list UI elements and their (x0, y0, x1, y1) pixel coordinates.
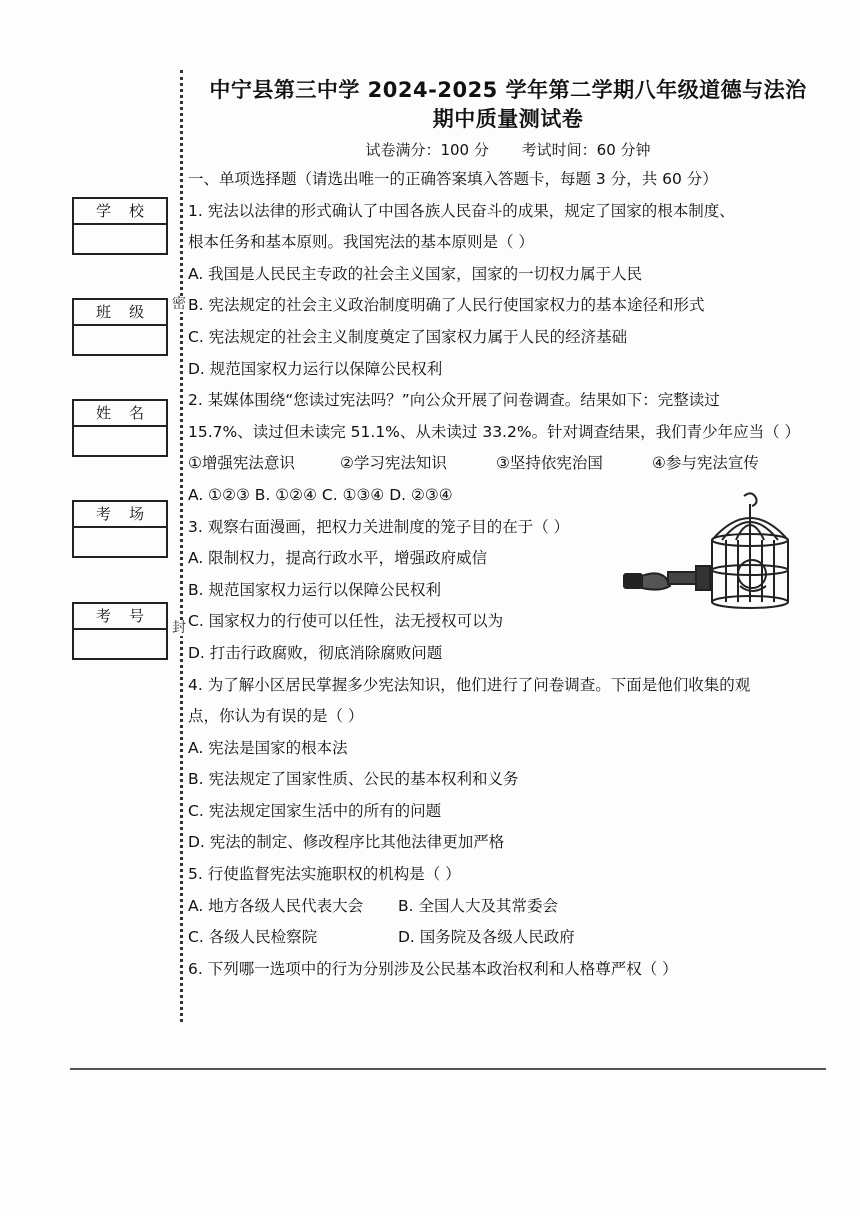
q6-stem: 6. 下列哪一选项中的行为分别涉及公民基本政治权利和人格尊严权（ ） (188, 959, 678, 978)
q2-choices: A. ①②③ B. ①②④ C. ①③④ D. ②③④ (188, 485, 453, 504)
q5-options-row1 (188, 891, 828, 923)
seal-mark: 密 (172, 296, 186, 312)
name-box (72, 399, 168, 457)
q5-stem: 5. 行使监督宪法实施职权的机构是（ ） (188, 865, 461, 884)
q5-option-a: A. 地方各级人民代表大会 (188, 896, 364, 915)
binding-dotted-line (180, 70, 183, 1022)
q1-option-c: C. 宪法规定的社会主义制度奠定了国家权力属于人民的经济基础 (188, 327, 628, 346)
q4-option-d: D. 宪法的制定、修改程序比其他法律更加严格 (188, 833, 505, 852)
q3-option-d: D. 打击行政腐败，彻底消除腐败问题 (188, 643, 443, 662)
room-box (72, 500, 168, 558)
q3-option-c: C. 国家权力的行使可以任性，法无授权可以为 (188, 612, 504, 631)
q5-option-c: C. 各级人民检察院 (188, 928, 318, 947)
q5-options-row2 (188, 922, 828, 954)
exam-title-line1: 中宁县第三中学 2024-2025 学年第二学期八年级道德与法治 (209, 78, 807, 102)
q2-item-3: ③坚持依宪治国 (496, 454, 603, 473)
q4-option-c: C. 宪法规定国家生活中的所有的问题 (188, 801, 442, 820)
q2-item-1: ①增强宪法意识 (188, 454, 295, 473)
q5-option-b: B. 全国人大及其常委会 (398, 896, 558, 915)
exam-title-line2: 期中质量测试卷 (432, 107, 584, 131)
q3-stem: 3. 观察右面漫画，把权力关进制度的笼子目的在于（ ） (188, 517, 570, 536)
q1-option-b: B. 宪法规定的社会主义政治制度明确了人民行使国家权力的基本途径和形式 (188, 296, 705, 315)
q2-item-2: ②学习宪法知识 (340, 454, 447, 473)
page-bottom-rule (70, 1068, 826, 1070)
q2-stem-line2: 15.7%、读过但未读完 51.1%、从未读过 33.2%。针对调查结果，我们青少年应当（ ） (188, 422, 801, 441)
q1-option-a: A. 我国是人民民主专政的社会主义国家，国家的一切权力属于人民 (188, 264, 643, 283)
q1-stem-line1: 1. 宪法以法律的形式确认了中国各族人民奋斗的成果，规定了国家的根本制度、 (188, 201, 735, 220)
q4-stem-line2: 点，你认为有误的是（ ） (188, 707, 364, 726)
exam-time: 考试时间：60 分钟 (521, 141, 651, 159)
section-heading: 一、单项选择题（请选出唯一的正确答案填入答题卡，每题 3 分，共 60 分） (188, 170, 718, 188)
q3-option-b: B. 规范国家权力运行以保障公民权利 (188, 580, 441, 599)
full-score: 试卷满分：100 分 (365, 141, 489, 159)
power-cage-cartoon (610, 490, 800, 612)
name-label: 姓名 (74, 401, 166, 427)
q4-option-a: A. 宪法是国家的根本法 (188, 738, 348, 757)
number-blank (74, 630, 166, 660)
room-label: 考场 (74, 502, 166, 528)
exam-meta (188, 136, 828, 164)
q1-option-d: D. 规范国家权力运行以保障公民权利 (188, 359, 443, 378)
q3-option-a: A. 限制权力，提高行政水平，增强政府威信 (188, 549, 488, 568)
class-blank (74, 326, 166, 356)
q1-stem-line2: 根本任务和基本原则。我国宪法的基本原则是（ ） (188, 233, 534, 252)
class-box (72, 298, 168, 356)
school-label: 学校 (74, 199, 166, 225)
q5-option-d: D. 国务院及各级人民政府 (398, 928, 575, 947)
number-box (72, 602, 168, 660)
q4-option-b: B. 宪法规定了国家性质、公民的基本权利和义务 (188, 770, 519, 789)
number-label: 考号 (74, 604, 166, 630)
q4-stem-line1: 4. 为了解小区居民掌握多少宪法知识，他们进行了问卷调查。下面是他们收集的观 (188, 675, 751, 694)
class-label: 班级 (74, 300, 166, 326)
name-blank (74, 427, 166, 457)
school-box (72, 197, 168, 255)
q2-stem-line1: 2. 某媒体围绕“您读过宪法吗？”向公众开展了问卷调查。结果如下：完整读过 (188, 391, 720, 410)
q2-item-4: ④参与宪法宣传 (652, 454, 759, 473)
room-blank (74, 528, 166, 558)
line-mark: 封 (172, 620, 186, 636)
q2-items (188, 448, 828, 480)
school-blank (74, 225, 166, 255)
